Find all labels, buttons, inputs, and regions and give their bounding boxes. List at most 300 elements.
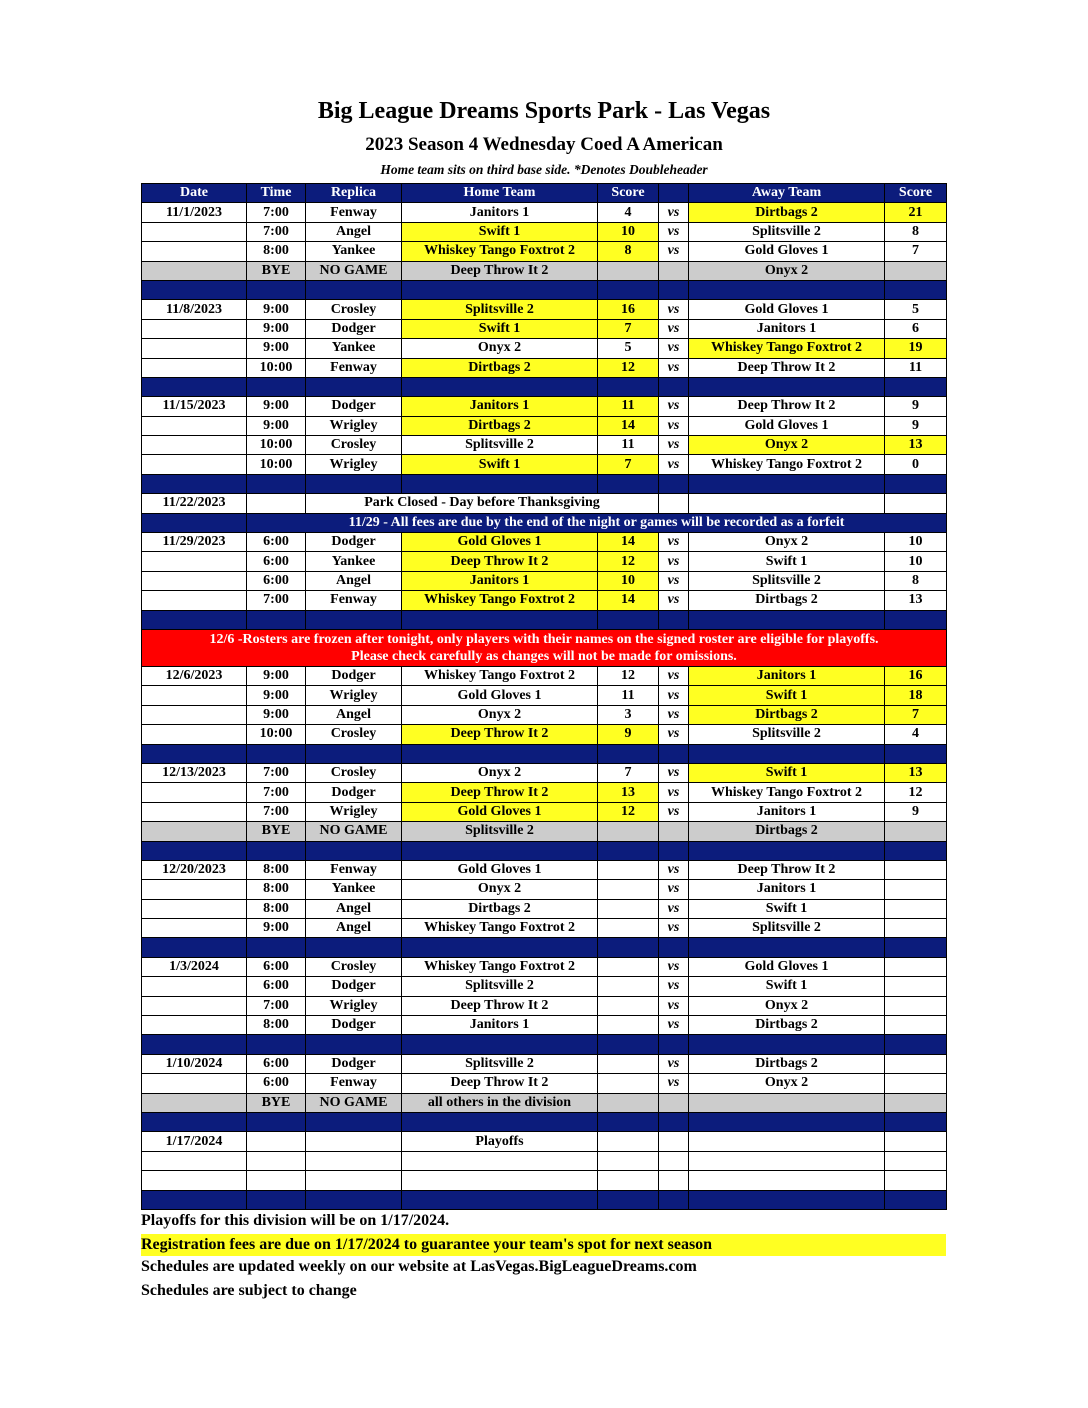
game-row <box>142 455 947 474</box>
empty-cell <box>689 1171 885 1190</box>
no-game-label: NO GAME <box>306 1093 402 1112</box>
away-team: Janitors 1 <box>689 666 885 685</box>
game-row <box>142 416 947 435</box>
park-closed-row <box>142 494 947 513</box>
empty-cell <box>247 1151 306 1170</box>
separator-cell <box>306 744 402 763</box>
game-date <box>142 919 247 938</box>
game-date: 12/13/2023 <box>142 763 247 782</box>
game-row <box>142 591 947 610</box>
vs-label: vs <box>659 1016 689 1035</box>
game-time: 6:00 <box>247 552 306 571</box>
closed-away <box>689 494 885 513</box>
game-replica: Dodger <box>306 783 402 802</box>
game-time: 9:00 <box>247 705 306 724</box>
game-row <box>142 705 947 724</box>
vs-label: vs <box>659 763 689 782</box>
vs-label: vs <box>659 1074 689 1093</box>
game-row <box>142 571 947 590</box>
separator-cell <box>247 1035 306 1054</box>
away-score: 0 <box>885 455 947 474</box>
game-replica: Yankee <box>306 552 402 571</box>
separator-cell <box>885 377 947 396</box>
empty-cell <box>306 1151 402 1170</box>
home-team: Janitors 1 <box>402 397 598 416</box>
game-date <box>142 1074 247 1093</box>
separator-cell <box>402 377 598 396</box>
game-replica: Angel <box>306 571 402 590</box>
away-team: Swift 1 <box>689 686 885 705</box>
away-score <box>885 880 947 899</box>
home-score: 8 <box>598 242 659 261</box>
away-score <box>885 1074 947 1093</box>
home-score: 16 <box>598 300 659 319</box>
game-replica: Yankee <box>306 339 402 358</box>
home-score: 10 <box>598 222 659 241</box>
game-replica: Crosley <box>306 763 402 782</box>
empty-cell <box>689 1151 885 1170</box>
game-time: 8:00 <box>247 1016 306 1035</box>
home-team: Splitsville 2 <box>402 436 598 455</box>
roster-warning-line-2: Please check carefully as changes will not be made for omissions. <box>351 648 737 664</box>
away-score <box>885 957 947 976</box>
separator-cell <box>402 474 598 493</box>
bye-vs <box>659 822 689 841</box>
game-replica: Crosley <box>306 957 402 976</box>
away-team: Onyx 2 <box>689 996 885 1015</box>
home-team: Splitsville 2 <box>402 977 598 996</box>
vs-label: vs <box>659 1054 689 1073</box>
game-date <box>142 591 247 610</box>
home-team: Splitsville 2 <box>402 1054 598 1073</box>
separator-cell <box>689 377 885 396</box>
game-date <box>142 880 247 899</box>
away-score <box>885 1054 947 1073</box>
game-time: 6:00 <box>247 571 306 590</box>
separator-cell <box>598 474 659 493</box>
separator-cell <box>885 841 947 860</box>
separator-cell <box>142 280 247 299</box>
home-team: Gold Gloves 1 <box>402 533 598 552</box>
bye-label: BYE <box>247 261 306 280</box>
separator-cell <box>885 938 947 957</box>
game-replica: Wrigley <box>306 416 402 435</box>
away-team: Swift 1 <box>689 763 885 782</box>
home-score <box>598 1016 659 1035</box>
away-team: Whiskey Tango Foxtrot 2 <box>689 455 885 474</box>
away-score: 13 <box>885 436 947 455</box>
away-score: 18 <box>885 686 947 705</box>
game-date <box>142 705 247 724</box>
game-date <box>142 571 247 590</box>
vs-label: vs <box>659 591 689 610</box>
separator-cell <box>247 841 306 860</box>
bye-away-team: Onyx 2 <box>689 261 885 280</box>
away-score: 10 <box>885 552 947 571</box>
game-row <box>142 666 947 685</box>
game-row <box>142 1054 947 1073</box>
game-replica: Fenway <box>306 591 402 610</box>
vs-label: vs <box>659 242 689 261</box>
vs-label: vs <box>659 996 689 1015</box>
vs-label: vs <box>659 666 689 685</box>
schedule-table <box>141 183 947 1210</box>
away-team: Dirtbags 2 <box>689 1054 885 1073</box>
away-team: Gold Gloves 1 <box>689 957 885 976</box>
separator-row <box>142 1190 947 1209</box>
away-score: 8 <box>885 222 947 241</box>
game-date: 12/20/2023 <box>142 860 247 879</box>
game-replica: Wrigley <box>306 686 402 705</box>
game-row <box>142 1016 947 1035</box>
empty-cell <box>885 1151 947 1170</box>
vs-label: vs <box>659 222 689 241</box>
empty-row <box>142 1171 947 1190</box>
away-score: 10 <box>885 533 947 552</box>
game-date <box>142 977 247 996</box>
away-score: 4 <box>885 725 947 744</box>
game-date: 1/3/2024 <box>142 957 247 976</box>
separator-cell <box>402 280 598 299</box>
separator-row <box>142 610 947 629</box>
separator-cell <box>659 610 689 629</box>
away-team: Dirtbags 2 <box>689 1016 885 1035</box>
game-row <box>142 533 947 552</box>
separator-cell <box>689 1112 885 1131</box>
game-time: 9:00 <box>247 339 306 358</box>
separator-cell <box>142 377 247 396</box>
game-replica: Wrigley <box>306 802 402 821</box>
separator-cell <box>247 377 306 396</box>
game-date <box>142 358 247 377</box>
home-team: Whiskey Tango Foxtrot 2 <box>402 242 598 261</box>
separator-cell <box>689 1035 885 1054</box>
game-date <box>142 339 247 358</box>
away-score: 9 <box>885 802 947 821</box>
away-score: 19 <box>885 339 947 358</box>
separator-cell <box>142 610 247 629</box>
vs-label: vs <box>659 957 689 976</box>
away-score <box>885 1016 947 1035</box>
home-score: 12 <box>598 552 659 571</box>
game-row <box>142 358 947 377</box>
footer-change-note: Schedules are subject to change <box>141 1282 357 1299</box>
home-score <box>598 860 659 879</box>
game-time: 7:00 <box>247 591 306 610</box>
col-header-replica: Replica <box>306 184 402 203</box>
game-time: 6:00 <box>247 957 306 976</box>
bye-home-team: Splitsville 2 <box>402 822 598 841</box>
separator-cell <box>402 1190 598 1209</box>
separator-cell <box>689 610 885 629</box>
vs-label: vs <box>659 919 689 938</box>
game-replica: Crosley <box>306 300 402 319</box>
vs-label: vs <box>659 552 689 571</box>
playoffs-date: 1/17/2024 <box>142 1132 247 1151</box>
game-time: 6:00 <box>247 1054 306 1073</box>
game-time: 7:00 <box>247 763 306 782</box>
home-score: 11 <box>598 686 659 705</box>
bye-home-score <box>598 1093 659 1112</box>
game-replica: Dodger <box>306 666 402 685</box>
separator-cell <box>598 938 659 957</box>
away-team: Swift 1 <box>689 552 885 571</box>
game-replica: Dodger <box>306 397 402 416</box>
col-header-away-score: Score <box>885 184 947 203</box>
game-row <box>142 436 947 455</box>
vs-label: vs <box>659 725 689 744</box>
game-time: 8:00 <box>247 880 306 899</box>
separator-cell <box>598 841 659 860</box>
game-date: 11/8/2023 <box>142 300 247 319</box>
home-team: Deep Throw It 2 <box>402 552 598 571</box>
col-header-date: Date <box>142 184 247 203</box>
separator-cell <box>598 1112 659 1131</box>
game-time: 7:00 <box>247 802 306 821</box>
separator-cell <box>598 377 659 396</box>
col-header-home-team: Home Team <box>402 184 598 203</box>
separator-cell <box>306 474 402 493</box>
away-team: Swift 1 <box>689 977 885 996</box>
away-score: 12 <box>885 783 947 802</box>
game-row <box>142 300 947 319</box>
schedule-body <box>142 184 947 1210</box>
home-score <box>598 977 659 996</box>
separator-cell <box>689 1190 885 1209</box>
away-team: Gold Gloves 1 <box>689 416 885 435</box>
home-team: Gold Gloves 1 <box>402 686 598 705</box>
away-team: Whiskey Tango Foxtrot 2 <box>689 339 885 358</box>
separator-cell <box>306 280 402 299</box>
bye-home-score <box>598 822 659 841</box>
home-team: Janitors 1 <box>402 203 598 222</box>
separator-cell <box>885 1035 947 1054</box>
away-team: Deep Throw It 2 <box>689 358 885 377</box>
vs-label: vs <box>659 339 689 358</box>
empty-cell <box>142 1171 247 1190</box>
home-score <box>598 996 659 1015</box>
away-score <box>885 899 947 918</box>
vs-label: vs <box>659 686 689 705</box>
empty-cell <box>142 1151 247 1170</box>
away-team: Janitors 1 <box>689 319 885 338</box>
separator-cell <box>689 841 885 860</box>
game-row <box>142 996 947 1015</box>
game-time: 7:00 <box>247 222 306 241</box>
away-team: Janitors 1 <box>689 880 885 899</box>
separator-cell <box>659 377 689 396</box>
separator-cell <box>598 610 659 629</box>
home-score: 12 <box>598 358 659 377</box>
game-replica: Dodger <box>306 319 402 338</box>
home-score: 9 <box>598 725 659 744</box>
home-team: Dirtbags 2 <box>402 358 598 377</box>
separator-cell <box>247 744 306 763</box>
separator-cell <box>306 1112 402 1131</box>
separator-cell <box>247 938 306 957</box>
away-score: 21 <box>885 203 947 222</box>
separator-cell <box>689 938 885 957</box>
home-score: 14 <box>598 591 659 610</box>
away-team: Deep Throw It 2 <box>689 860 885 879</box>
column-header-row <box>142 184 947 203</box>
game-time: 8:00 <box>247 899 306 918</box>
away-team: Dirtbags 2 <box>689 705 885 724</box>
separator-cell <box>659 841 689 860</box>
separator-cell <box>598 744 659 763</box>
vs-label: vs <box>659 860 689 879</box>
vs-label: vs <box>659 416 689 435</box>
separator-cell <box>659 280 689 299</box>
bye-away-score <box>885 261 947 280</box>
home-score <box>598 1074 659 1093</box>
separator-cell <box>659 938 689 957</box>
separator-cell <box>689 280 885 299</box>
away-team: Janitors 1 <box>689 802 885 821</box>
vs-label: vs <box>659 899 689 918</box>
game-replica: Angel <box>306 705 402 724</box>
home-score: 12 <box>598 666 659 685</box>
separator-cell <box>659 1112 689 1131</box>
game-date <box>142 552 247 571</box>
playoffs-away-score <box>885 1132 947 1151</box>
game-replica: Crosley <box>306 436 402 455</box>
separator-row <box>142 841 947 860</box>
game-row <box>142 319 947 338</box>
separator-cell <box>142 474 247 493</box>
bye-label: BYE <box>247 1093 306 1112</box>
game-date <box>142 436 247 455</box>
game-date: 1/10/2024 <box>142 1054 247 1073</box>
separator-cell <box>142 1112 247 1131</box>
bye-home-team: all others in the division <box>402 1093 598 1112</box>
game-replica: Crosley <box>306 725 402 744</box>
separator-cell <box>402 1035 598 1054</box>
separator-cell <box>247 474 306 493</box>
game-time: 9:00 <box>247 686 306 705</box>
game-date <box>142 319 247 338</box>
game-time: 10:00 <box>247 455 306 474</box>
separator-cell <box>247 280 306 299</box>
away-team: Splitsville 2 <box>689 919 885 938</box>
playoffs-time <box>247 1132 306 1151</box>
playoffs-replica <box>306 1132 402 1151</box>
game-time: 9:00 <box>247 319 306 338</box>
home-team: Whiskey Tango Foxtrot 2 <box>402 919 598 938</box>
away-score: 11 <box>885 358 947 377</box>
away-score: 7 <box>885 705 947 724</box>
home-score: 11 <box>598 436 659 455</box>
away-score: 9 <box>885 416 947 435</box>
park-closed-message: Park Closed - Day before Thanksgiving <box>306 494 659 513</box>
separator-cell <box>659 744 689 763</box>
separator-cell <box>142 1035 247 1054</box>
home-team: Deep Throw It 2 <box>402 996 598 1015</box>
game-row <box>142 725 947 744</box>
empty-cell <box>659 1151 689 1170</box>
separator-row <box>142 280 947 299</box>
home-score <box>598 899 659 918</box>
bye-date <box>142 261 247 280</box>
away-team: Deep Throw It 2 <box>689 397 885 416</box>
bye-row <box>142 822 947 841</box>
empty-cell <box>247 1171 306 1190</box>
footer-registration-note: Registration fees are due on 1/17/2024 to guarantee your team's spot for next season <box>141 1234 946 1256</box>
game-time: 8:00 <box>247 242 306 261</box>
separator-row <box>142 1035 947 1054</box>
bye-label: BYE <box>247 822 306 841</box>
separator-cell <box>142 744 247 763</box>
bye-away-team <box>689 1093 885 1112</box>
home-score: 10 <box>598 571 659 590</box>
playoffs-home-score <box>598 1132 659 1151</box>
home-score: 7 <box>598 763 659 782</box>
home-score: 7 <box>598 455 659 474</box>
bye-away-score <box>885 1093 947 1112</box>
separator-cell <box>402 938 598 957</box>
home-team: Onyx 2 <box>402 763 598 782</box>
playoffs-vs <box>659 1132 689 1151</box>
away-score <box>885 996 947 1015</box>
game-time: 7:00 <box>247 203 306 222</box>
closed-away-score <box>885 494 947 513</box>
vs-label: vs <box>659 880 689 899</box>
home-team: Dirtbags 2 <box>402 899 598 918</box>
home-score: 5 <box>598 339 659 358</box>
game-replica: Wrigley <box>306 996 402 1015</box>
separator-cell <box>306 841 402 860</box>
closed-vs <box>659 494 689 513</box>
no-game-label: NO GAME <box>306 822 402 841</box>
away-score: 6 <box>885 319 947 338</box>
game-time: 9:00 <box>247 919 306 938</box>
empty-cell <box>306 1171 402 1190</box>
game-date <box>142 1016 247 1035</box>
home-team: Janitors 1 <box>402 1016 598 1035</box>
game-row <box>142 686 947 705</box>
no-game-label: NO GAME <box>306 261 402 280</box>
separator-cell <box>885 1112 947 1131</box>
col-header-vs <box>659 184 689 203</box>
game-replica: Fenway <box>306 1074 402 1093</box>
game-replica: Dodger <box>306 1016 402 1035</box>
closed-date: 11/22/2023 <box>142 494 247 513</box>
separator-cell <box>659 474 689 493</box>
game-row <box>142 339 947 358</box>
away-team: Onyx 2 <box>689 436 885 455</box>
game-date: 11/29/2023 <box>142 533 247 552</box>
bye-date <box>142 1093 247 1112</box>
away-score <box>885 860 947 879</box>
home-score: 4 <box>598 203 659 222</box>
away-team: Swift 1 <box>689 899 885 918</box>
roster-warning-line-1: 12/6 -Rosters are frozen after tonight, only players with their names on the signed roster are eligible for playoffs. <box>209 631 879 647</box>
away-team: Dirtbags 2 <box>689 591 885 610</box>
bye-row <box>142 261 947 280</box>
vs-label: vs <box>659 397 689 416</box>
game-time: 9:00 <box>247 300 306 319</box>
vs-label: vs <box>659 300 689 319</box>
separator-row <box>142 377 947 396</box>
separator-cell <box>142 841 247 860</box>
away-team: Splitsville 2 <box>689 222 885 241</box>
separator-cell <box>689 474 885 493</box>
separator-cell <box>598 1190 659 1209</box>
separator-row <box>142 938 947 957</box>
notice-date <box>142 513 247 532</box>
home-team: Onyx 2 <box>402 339 598 358</box>
away-team: Whiskey Tango Foxtrot 2 <box>689 783 885 802</box>
